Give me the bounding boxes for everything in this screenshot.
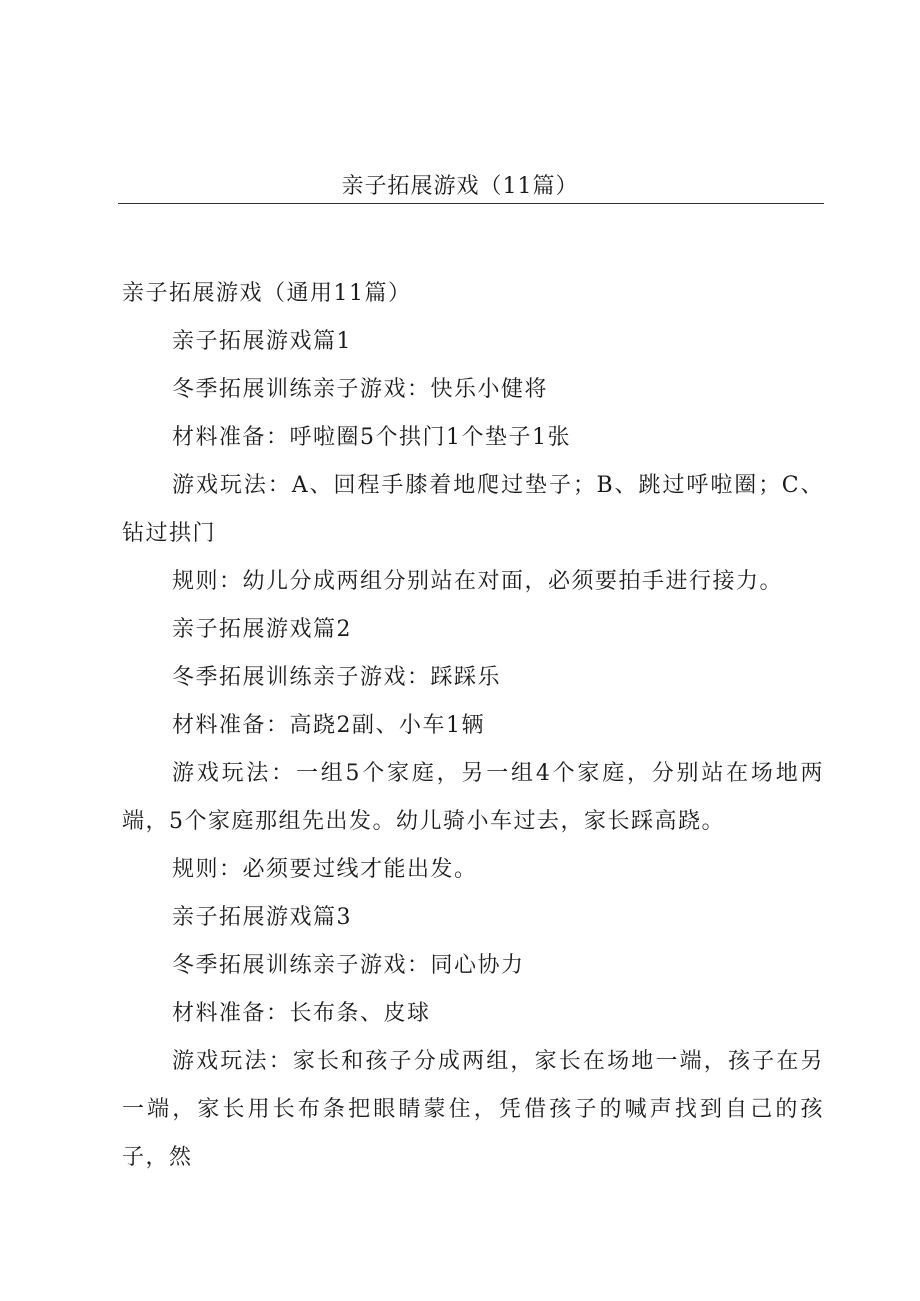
- paragraph-game-title: 冬季拓展训练亲子游戏：踩踩乐: [172, 665, 502, 690]
- paragraph-game-title: 冬季拓展训练亲子游戏：快乐小健将: [172, 377, 549, 402]
- header-divider: [118, 203, 824, 204]
- paragraph-gameplay: 游戏玩法：A、回程手膝着地爬过垫子；B、跳过呼啦圈；C、钻过拱门: [122, 473, 824, 546]
- document-body: [122, 270, 824, 1182]
- document-title: 亲子拓展游戏（11篇）: [341, 174, 579, 199]
- paragraph-rules: 规则：必须要过线才能出发。: [172, 857, 478, 882]
- paragraph-main-heading: 亲子拓展游戏（通用11篇）: [122, 281, 412, 306]
- paragraph-section-2-heading: 亲子拓展游戏篇2: [172, 617, 352, 642]
- paragraph-game-title: 冬季拓展训练亲子游戏：同心协力: [172, 953, 525, 978]
- paragraph-materials: 材料准备：高跷2副、小车1辆: [172, 713, 485, 738]
- paragraph-gameplay: 游戏玩法：一组5个家庭，另一组4个家庭，分别站在场地两端，5个家庭那组先出发。幼儿骑小车过去，家长踩高跷。: [122, 761, 824, 834]
- paragraph-materials: 材料准备：长布条、皮球: [172, 1001, 431, 1026]
- paragraph-section-3-heading: 亲子拓展游戏篇3: [172, 905, 352, 930]
- paragraph-materials: 材料准备：呼啦圈5个拱门1个垫子1张: [172, 425, 571, 450]
- paragraph-gameplay: 游戏玩法：家长和孩子分成两组，家长在场地一端，孩子在另一端，家长用长布条把眼睛蒙住，凭借孩子的喊声找到自己的孩子，然: [122, 1049, 824, 1170]
- paragraph-section-1-heading: 亲子拓展游戏篇1: [172, 329, 352, 354]
- paragraph-rules: 规则：幼儿分成两组分别站在对面，必须要拍手进行接力。: [172, 569, 784, 594]
